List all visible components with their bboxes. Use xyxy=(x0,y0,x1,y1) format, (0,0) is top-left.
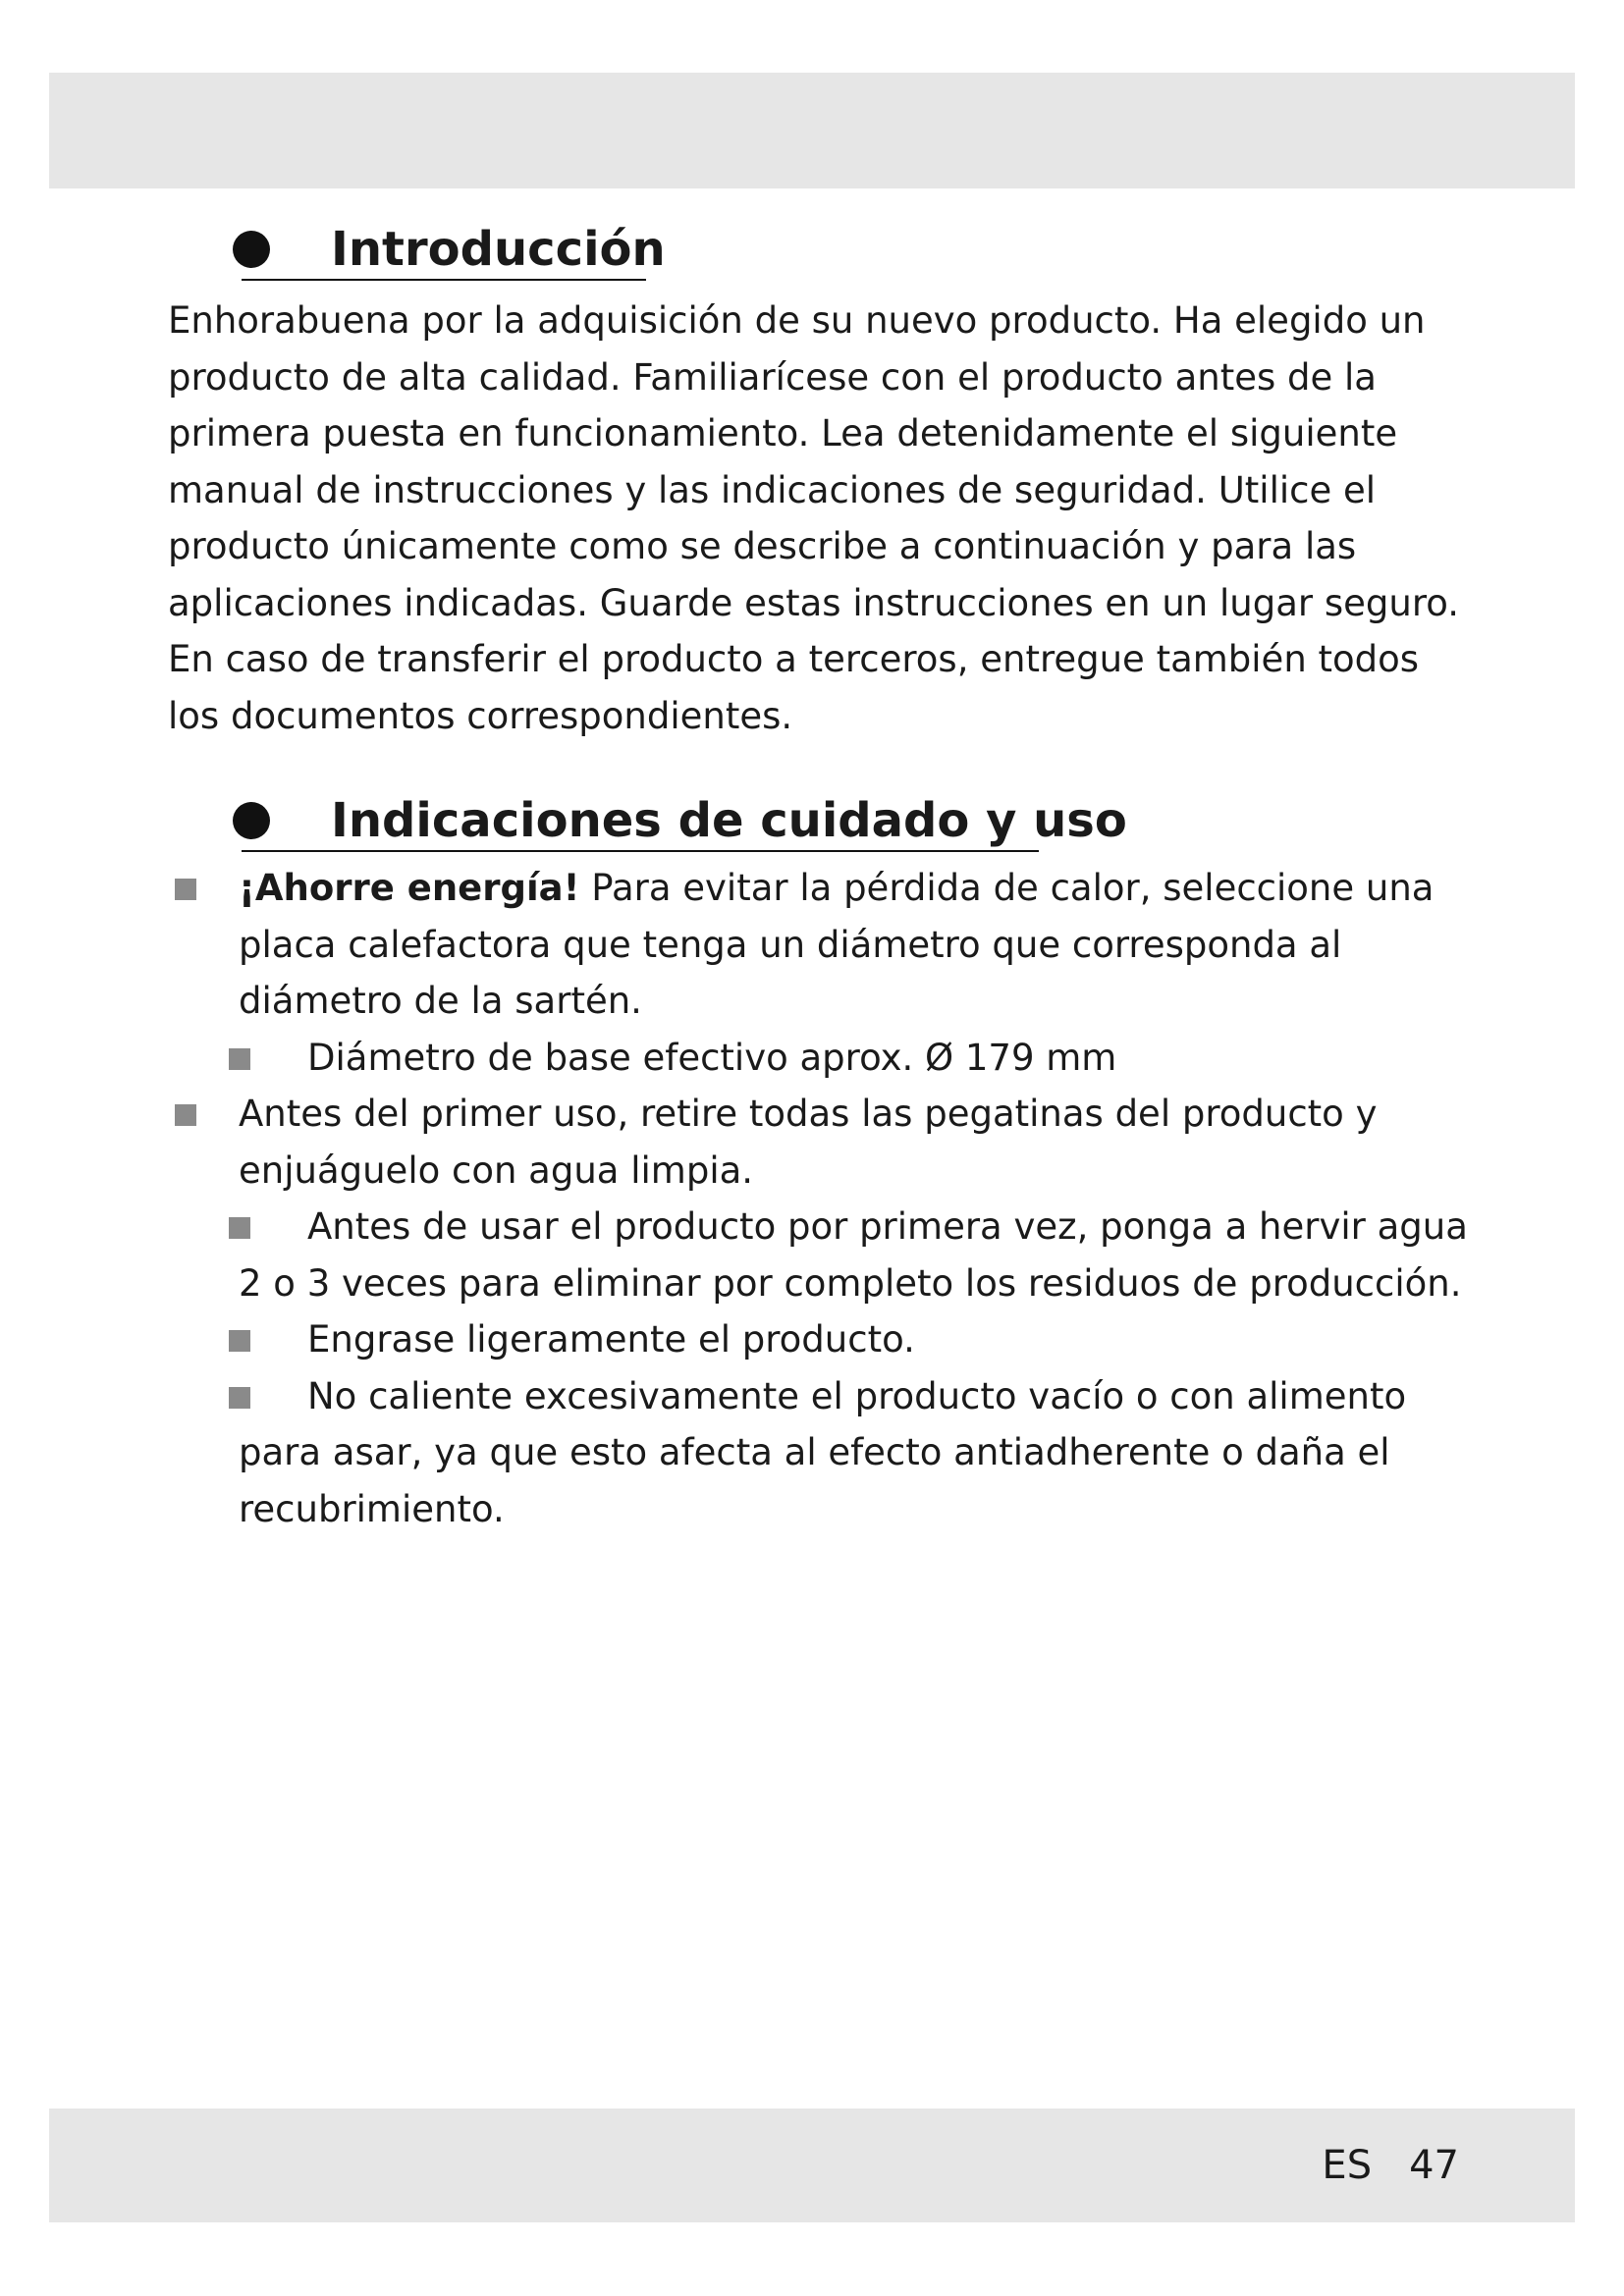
sub-item-text: Antes de usar el producto por primera vez, ponga a hervir agua 2 o 3 veces para eliminar por completo los residuos de producción. xyxy=(239,1205,1468,1305)
bullet-dot-icon xyxy=(233,802,270,839)
item-text: Para evitar la pérdida de calor, seleccione una placa calefactora que tenga un diámetro que corresponda al diámetro de la sartén. xyxy=(239,867,1435,1022)
heading-introduccion xyxy=(168,216,1474,283)
list-item xyxy=(168,1086,1474,1199)
heading-cuidado-uso xyxy=(168,787,1474,854)
square-bullet-icon xyxy=(175,1104,196,1126)
item-emphasis: ¡Ahorre energía! xyxy=(239,867,580,909)
header-band xyxy=(49,73,1575,188)
heading-underline xyxy=(242,850,1039,852)
heading-text: Introducción xyxy=(331,222,666,277)
page-content xyxy=(168,216,1474,1537)
square-bullet-icon xyxy=(229,1330,250,1352)
square-bullet-icon xyxy=(175,879,196,900)
item-text: Antes del primer uso, retire todas las pegatinas del producto y enjuáguelo con agua limpia. xyxy=(239,1093,1378,1192)
sub-list-item xyxy=(168,1368,1474,1538)
sub-item-text: Engrase ligeramente el producto. xyxy=(307,1318,915,1361)
list-item xyxy=(168,860,1474,1030)
intro-paragraph: Enhorabuena por la adquisición de su nuevo producto. Ha elegido un producto de alta calidad. Familiarícese con el producto antes de la primera puesta en funcionamiento. Lea detenidamente el siguiente manual de instrucciones y las indicaciones de seguridad. Utilice el producto únicamente como se describe a continuación y para las aplicaciones indicadas. Guarde estas instrucciones en un lugar seguro. En caso de transferir el producto a terceros, entregue también todos los documentos correspondientes. xyxy=(168,299,1459,737)
sub-list-item xyxy=(168,1311,1474,1368)
bullet-dot-icon xyxy=(233,231,270,268)
page-number xyxy=(1322,2138,1459,2193)
sub-list-item xyxy=(168,1199,1474,1311)
sub-item-text: Diámetro de base efectivo aprox. Ø 179 mm xyxy=(307,1036,1117,1079)
care-instructions-list xyxy=(168,860,1474,1537)
heading-text: Indicaciones de cuidado y uso xyxy=(331,793,1127,848)
sub-item-text: No caliente excesivamente el producto vacío o con alimento para asar, ya que esto afecta al efecto antiadherente o daña el recubrimiento. xyxy=(239,1374,1407,1530)
square-bullet-icon xyxy=(229,1048,250,1070)
square-bullet-icon xyxy=(229,1387,250,1409)
square-bullet-icon xyxy=(229,1217,250,1239)
sub-list-item xyxy=(168,1030,1474,1087)
heading-underline xyxy=(242,279,646,281)
page-number-value: 47 xyxy=(1409,2143,1459,2188)
language-code: ES xyxy=(1322,2143,1373,2188)
